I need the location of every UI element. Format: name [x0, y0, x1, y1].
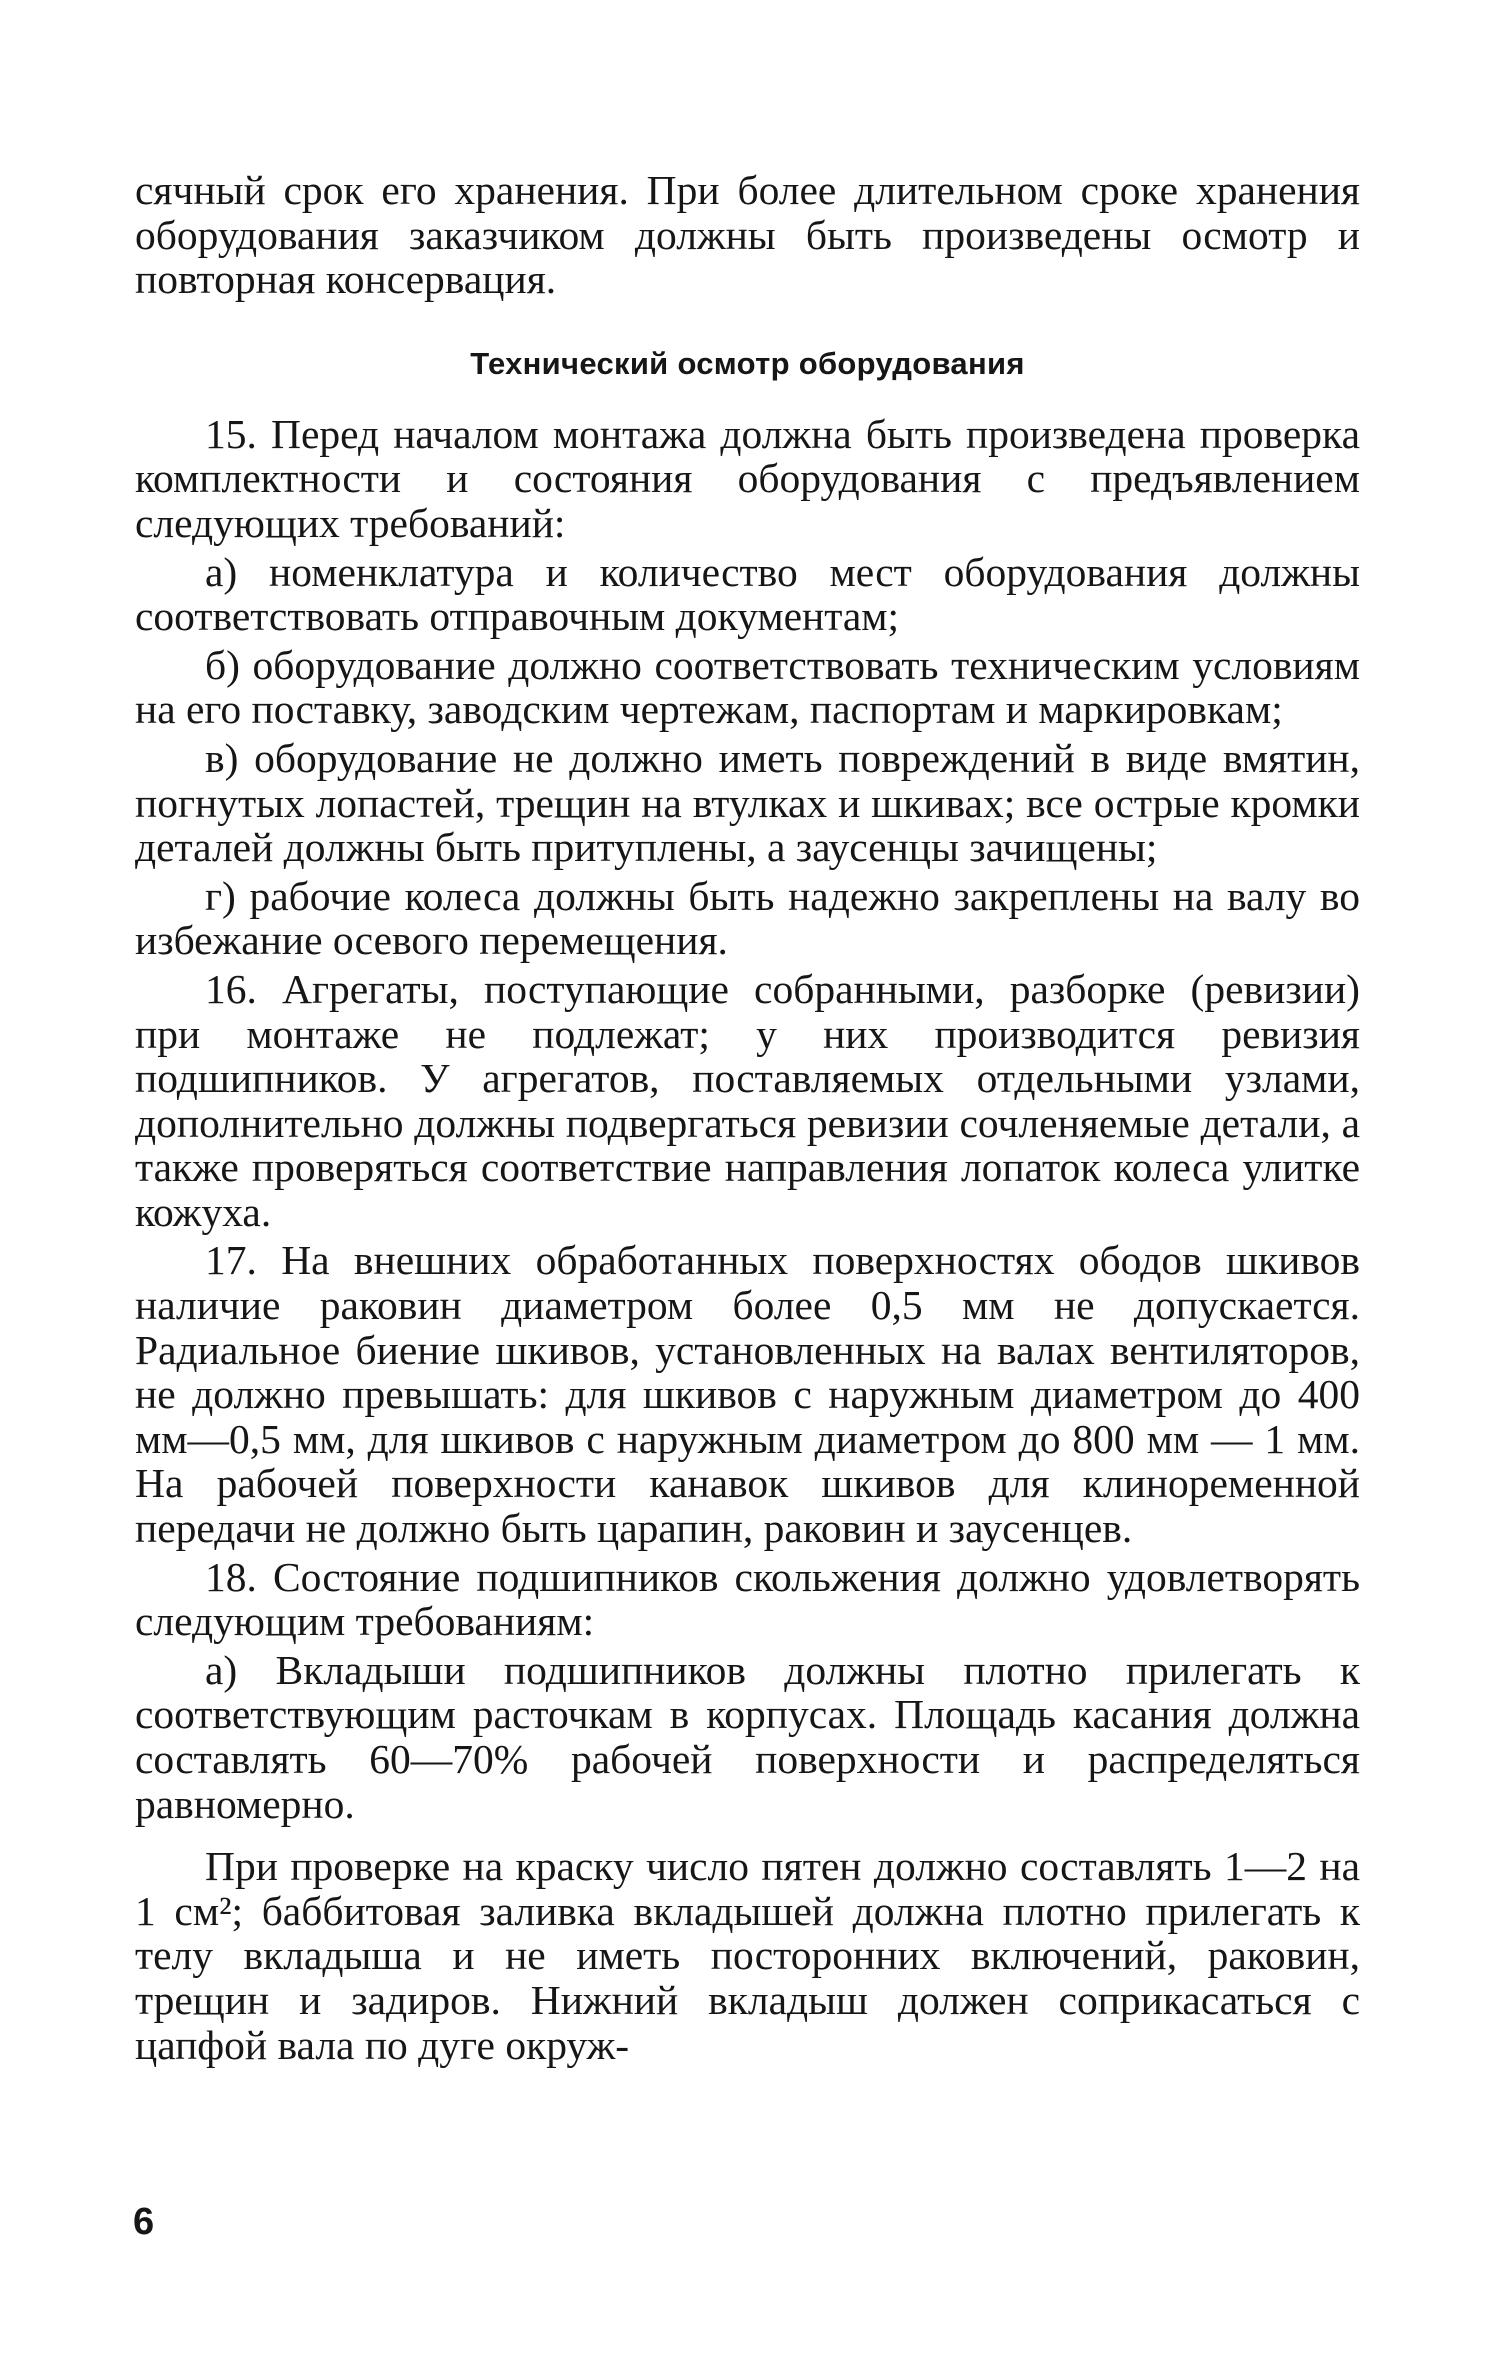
paragraph-18-continued: При проверке на краску число пятен должно составлять 1—2 на 1 см²; баббитовая заливка вкладышей должна плотно прилегать к телу вкладыша и не иметь посторонних включений, раковин, трещин и задиров. Нижний вкладыш должен соприкасаться с цапфой вала по дуге окруж-: [135, 1843, 1360, 2068]
paragraph-15: 15. Перед началом монтажа должна быть произведена проверка комплектности и состояния оборудования с предъявлением следующих требований:: [135, 410, 1360, 546]
paragraph-15-a: а) номенклатура и количество мест оборудования должны соответствовать отправочным документам;: [135, 548, 1360, 640]
paragraph-15-b: б) оборудование должно соответствовать техническим условиям на его поставку, заводским чертежам, паспортам и маркировкам;: [135, 641, 1360, 733]
paragraph-16: 16. Агрегаты, поступающие собранными, разборке (ревизии) при монтаже не подлежат; у них производится ревизия подшипников. У агрегатов, поставляемых отдельными узлами, дополнительно должны подвергаться ревизии сочленяемые детали, а также проверяться соответствие направления лопаток колеса улитке кожуха.: [135, 965, 1360, 1235]
paragraph-17: 17. На внешних обработанных поверхностях ободов шкивов наличие раковин диаметром более 0,5 мм не допускается. Радиальное биение шкивов, установленных на валах вентиляторов, не должно превышать: для шкивов с наружным диаметром до 400 мм—0,5 мм, для шкивов с наружным диаметром до 800 мм — 1 мм. На рабочей поверхности канавок шкивов для клиноременной передачи не должно быть царапин, раковин и заусенцев.: [135, 1237, 1360, 1552]
paragraph-15-v: в) оборудование не должно иметь повреждений в виде вмятин, погнутых лопастей, трещин на втулках и шкивах; все острые кромки деталей должны быть притуплены, а заусенцы зачищены;: [135, 734, 1360, 871]
paragraph-18-a: а) Вкладыши подшипников должны плотно прилегать к соответствующим расточкам в корпусах. Площадь касания должна составлять 60—70% рабочей поверхности и распределяться равномерно.: [135, 1646, 1360, 1827]
page-body: [135, 168, 1360, 2067]
paragraph-15-g: г) рабочие колеса должны быть надежно закреплены на валу во избежание осевого перемещения.: [135, 872, 1360, 964]
paragraph-18: 18. Состояние подшипников скольжения должно удовлетворять следующим требованиям:: [135, 1553, 1360, 1645]
section-heading: Технический осмотр оборудования: [470, 345, 1025, 381]
page-number: 6: [133, 2201, 155, 2243]
paragraph-continuation: сячный срок его хранения. При более длительном сроке хранения оборудования заказчиком должны быть произведены осмотр и повторная консервация.: [135, 167, 1360, 303]
